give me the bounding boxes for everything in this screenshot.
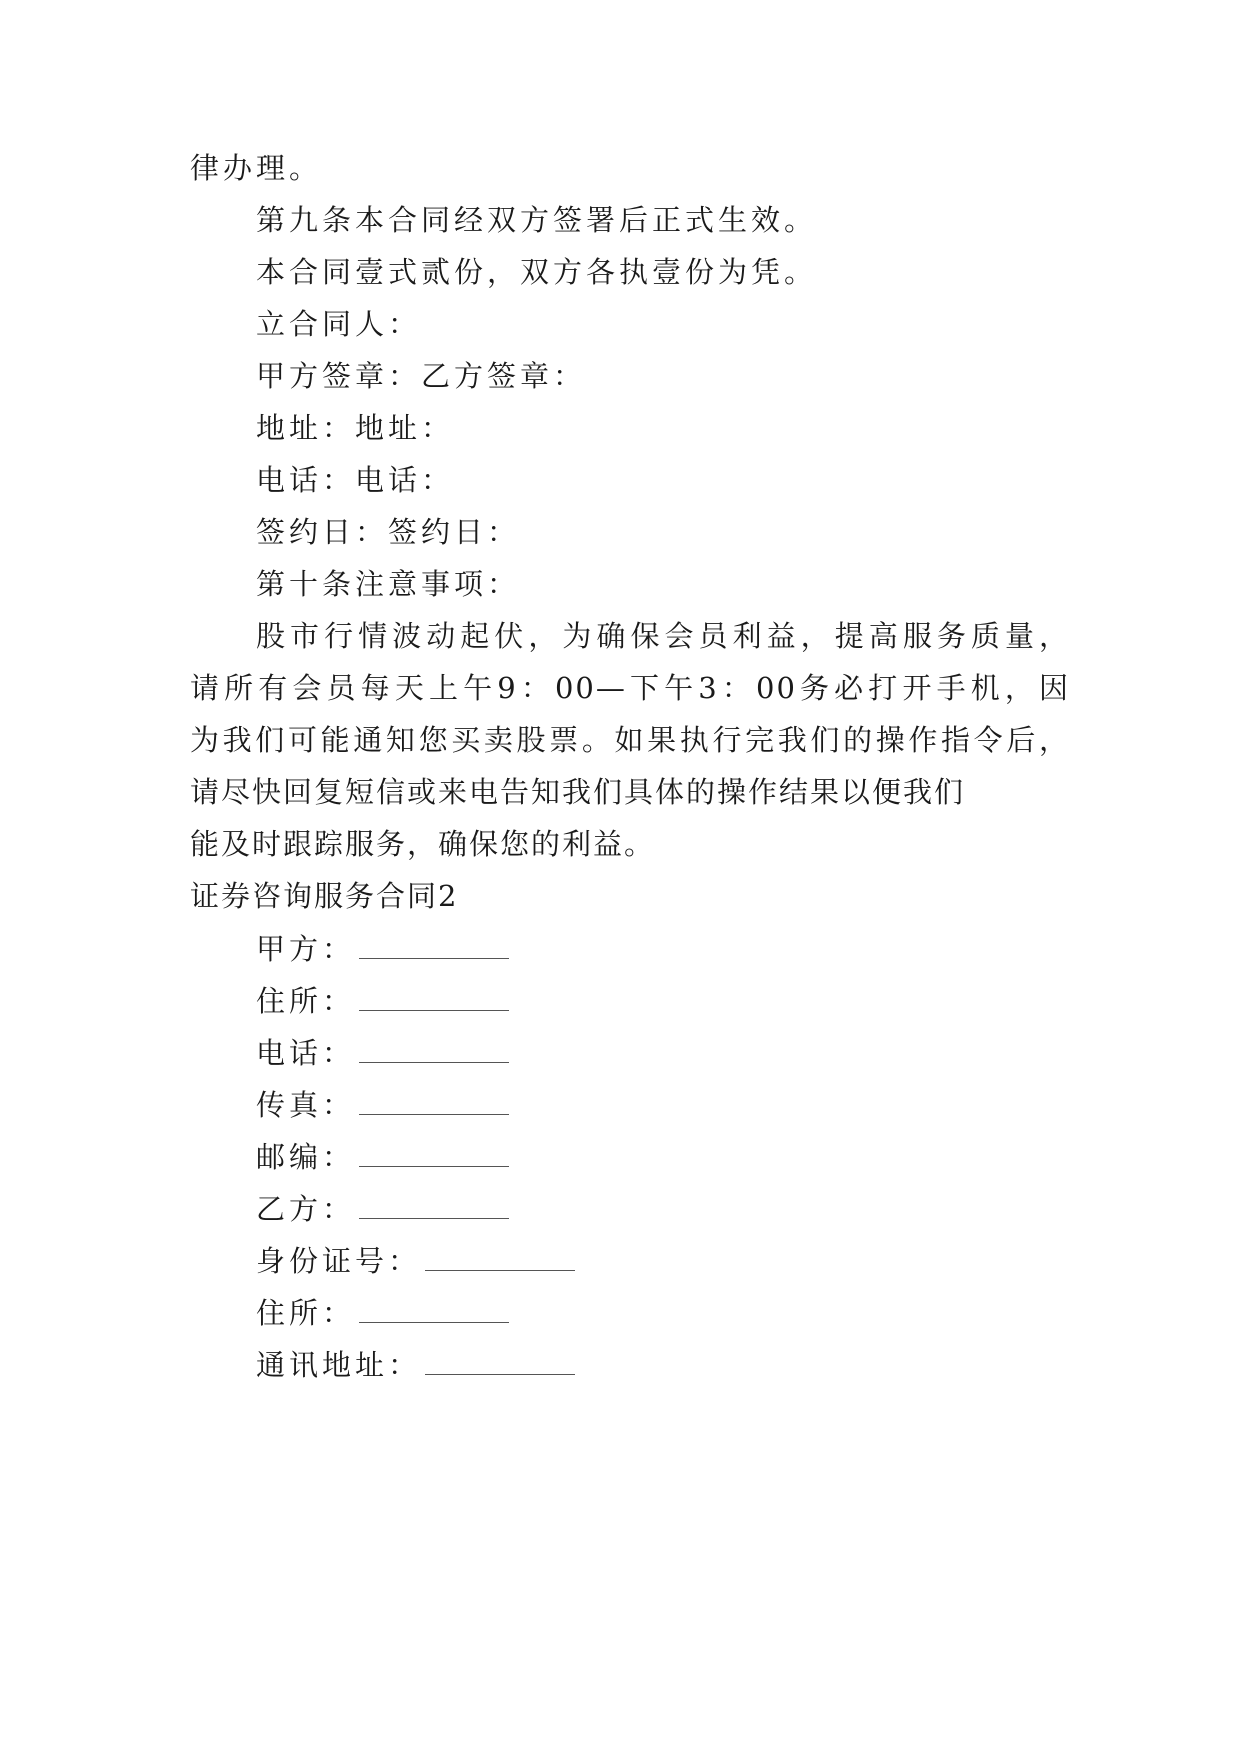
field-phone — [256, 1032, 1136, 1072]
clause-ten-heading: 第十条注意事项： — [256, 567, 521, 601]
signing-date-line: 签约日：签约日： — [256, 515, 521, 549]
field-fax — [256, 1084, 1136, 1124]
field-label: 电话： — [256, 1036, 356, 1070]
field-label: 邮编： — [256, 1140, 356, 1174]
field-residence-b — [256, 1292, 1136, 1332]
contract-title: 证券咨询服务合同2 — [190, 879, 459, 913]
blank-underline — [359, 1292, 509, 1323]
blank-underline — [425, 1240, 575, 1271]
address-line: 地址：地址： — [256, 411, 455, 445]
field-label: 通讯地址： — [256, 1348, 422, 1382]
blank-underline — [359, 1032, 509, 1063]
clause-nine: 第九条本合同经双方签署后正式生效。 — [256, 203, 818, 237]
field-label: 住所： — [256, 1296, 356, 1330]
notice-line: 请尽快回复短信或来电告知我们具体的操作结果以便我们 — [190, 775, 966, 809]
field-party-b — [256, 1188, 1136, 1228]
field-label: 住所： — [256, 984, 356, 1018]
field-label: 甲方： — [256, 932, 356, 966]
field-postcode — [256, 1136, 1136, 1176]
notice-line: 股市行情波动起伏，为确保会员利益，提高服务质量， — [256, 619, 1070, 653]
blank-underline — [359, 980, 509, 1011]
blank-underline — [359, 1136, 509, 1167]
field-id-number — [256, 1240, 1136, 1280]
field-mailing-address — [256, 1344, 1136, 1384]
phone-line: 电话：电话： — [256, 463, 455, 497]
field-party-a — [256, 928, 1136, 968]
notice-line: 为我们可能通知您买卖股票。如果执行完我们的操作指令后， — [190, 723, 1070, 757]
blank-underline — [359, 928, 509, 959]
notice-line: 请所有会员每天上午9：00—下午3：00务必打开手机，因 — [190, 671, 1070, 705]
signature-line: 甲方签章：乙方签章： — [256, 359, 587, 393]
field-residence-a — [256, 980, 1136, 1020]
field-label: 身份证号： — [256, 1244, 422, 1278]
field-label: 乙方： — [256, 1192, 356, 1226]
field-label: 传真： — [256, 1088, 356, 1122]
blank-underline — [359, 1084, 509, 1115]
text-line: 律办理。 — [190, 151, 323, 185]
contract-parties-label: 立合同人： — [256, 307, 422, 341]
blank-underline — [425, 1344, 575, 1375]
copies-statement: 本合同壹式贰份，双方各执壹份为凭。 — [256, 255, 818, 289]
blank-underline — [359, 1188, 509, 1219]
notice-line: 能及时跟踪服务，确保您的利益。 — [190, 827, 656, 861]
